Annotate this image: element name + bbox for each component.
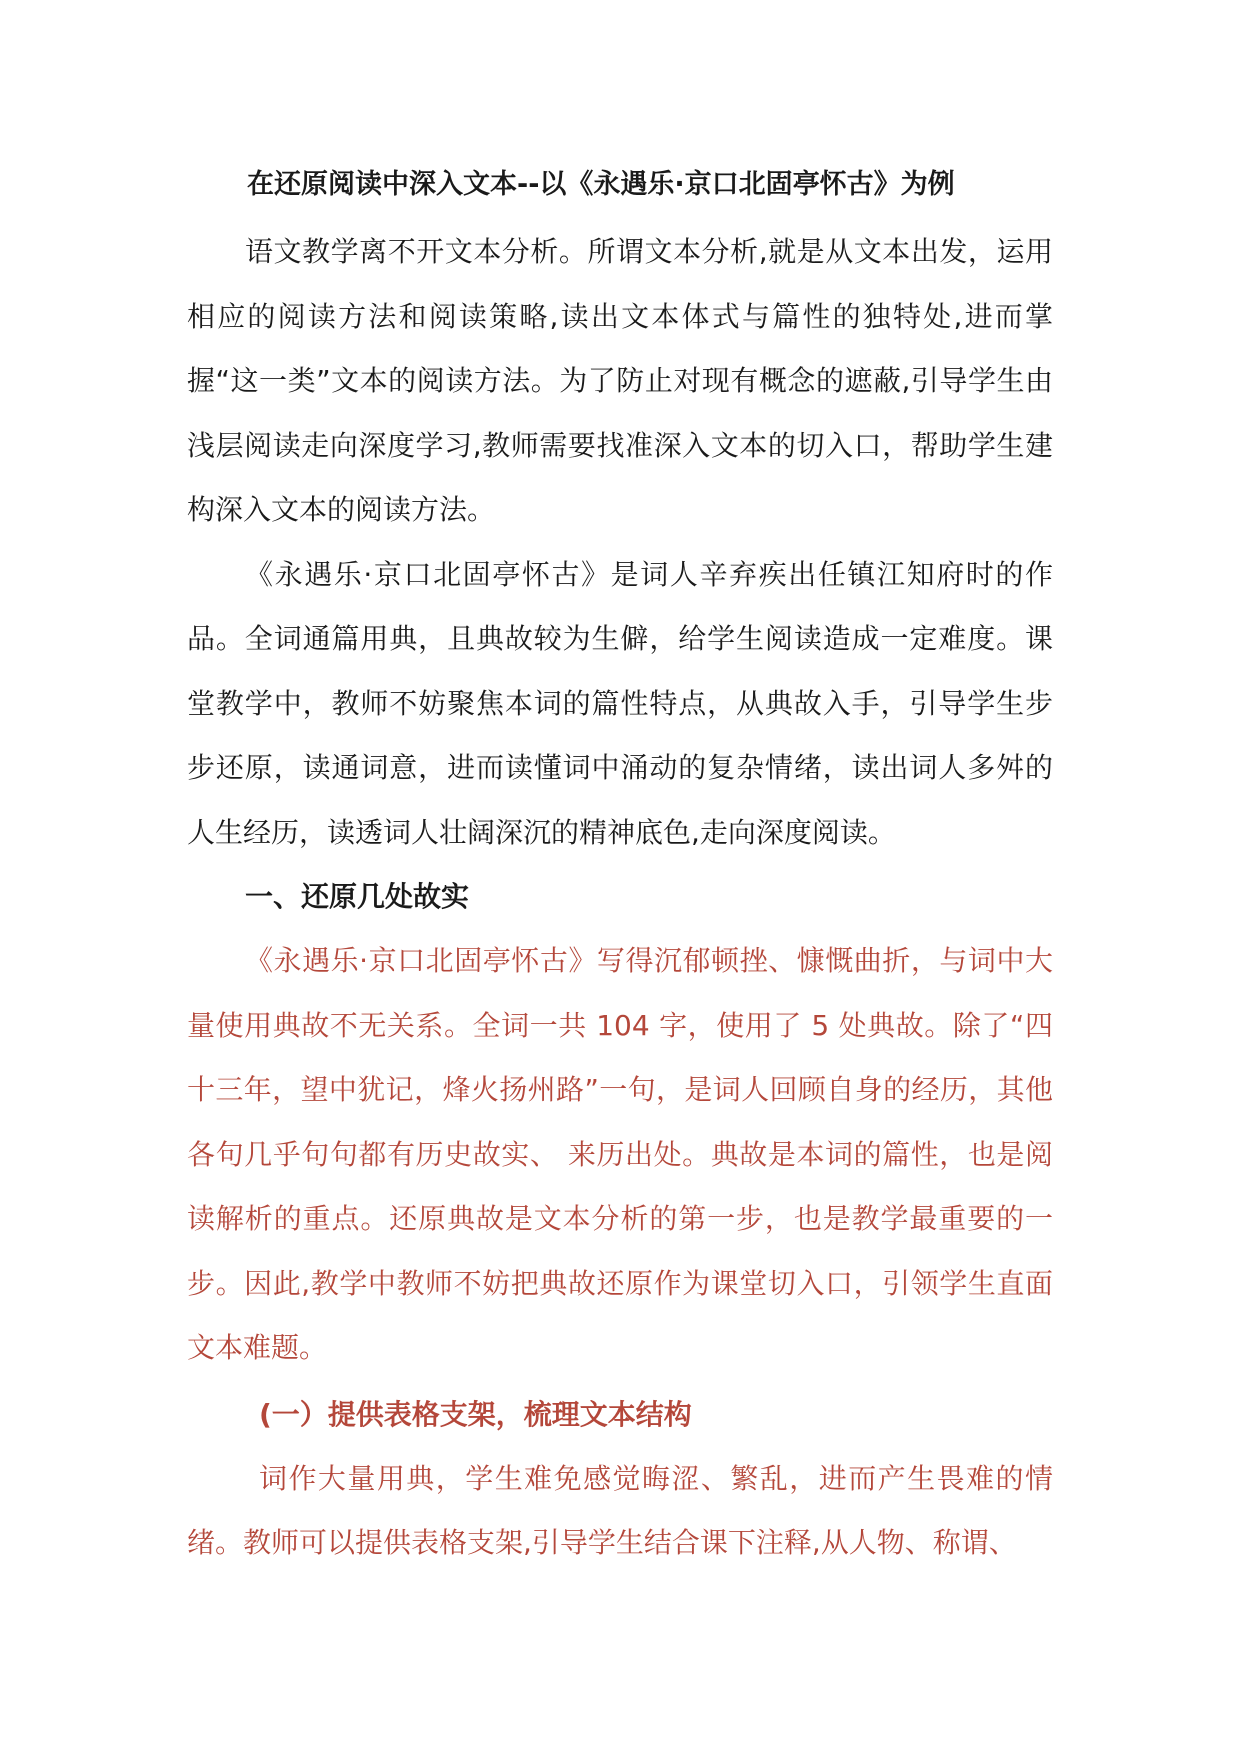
section-1-paragraph: 《永遇乐·京口北固亭怀古》写得沉郁顿挫、慷慨曲折，与词中大量使用典故不无关系。全词一共 104 字，使用了 5 处典故。除了“四十三年，望中犹记，烽火扬州路”一句，是词人回顾自身的经历，其他各句几乎句句都有历史故实、 来历出处。典故是本词的篇性，也是阅读解析的重点。还原典故是文本分析的第一步，也是教学最重要的一步。因此,教学中教师不妨把典故还原作为课堂切入口，引领学生直面文本难题。	[187, 944, 1053, 1364]
intro-paragraph-2: 《永遇乐·京口北固亭怀古》是词人辛弃疾出任镇江知府时的作品。全词通篇用典，且典故较为生僻，给学生阅读造成一定难度。课堂教学中，教师不妨聚焦本词的篇性特点，从典故入手，引导学生步步还原，读通词意，进而读懂词中涌动的复杂情绪，读出词人多舛的人生经历，读透词人壮阔深沉的精神底色,走向深度阅读。	[187, 557, 1053, 849]
document-title: 在还原阅读中深入文本--以《永遇乐·京口北固亭怀古》为例	[247, 169, 955, 200]
section-heading-1: 一、还原几处故实	[245, 880, 470, 913]
subsection-1-paragraph: 词作大量用典，学生难免感觉晦涩、繁乱，进而产生畏难的情绪。教师可以提供表格支架,引导学生结合课下注释,从人物、称谓、	[187, 1461, 1053, 1559]
subsection-heading-1: (一）提供表格支架，梳理文本结构	[259, 1397, 692, 1431]
document-page	[187, 150, 1053, 1576]
intro-paragraph-1: 语文教学离不开文本分析。所谓文本分析,就是从文本出发，运用相应的阅读方法和阅读策略,读出文本体式与篇性的独特处,进而掌握“这一类”文本的阅读方法。为了防止对现有概念的遮蔽,引导学生由浅层阅读走向深度学习,教师需要找准深入文本的切入口，帮助学生建构深入文本的阅读方法。	[187, 235, 1053, 526]
